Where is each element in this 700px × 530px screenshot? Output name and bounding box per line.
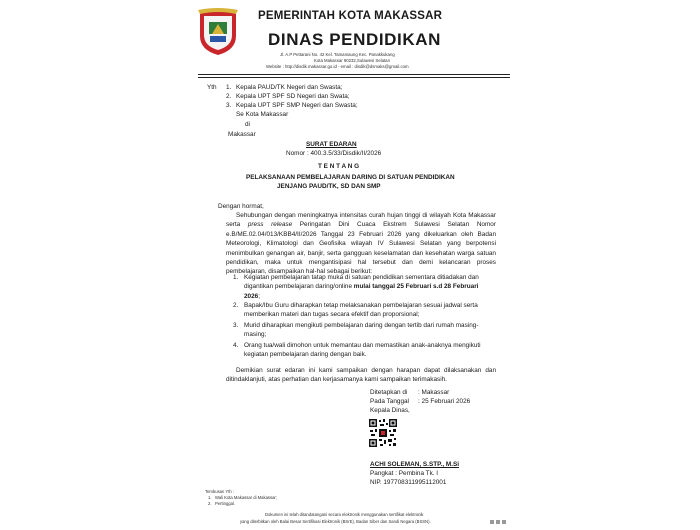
issued-place: : Makassar [418,389,450,396]
agency-title: DINAS PENDIDIKAN [268,30,442,49]
recipient-num: 1. [226,84,232,91]
list-item: Kegiatan pembelajaran tatap muka di satuan pendidikan sementara ditiadakan dan digantikan pembelajaran daring/online mulai tanggal 25 Februari s.d 28 Februari 2026; [244,274,479,300]
address-line-1: Jl. A.P Pettarani No. 42 Kel. Tamamaung Kec. Panakkukang [280,52,395,57]
qr-code-icon [368,418,398,448]
opening-paragraph: Sehubungan dengan meningkatnya intensitas curah hujan tinggi di wilayah Kota Makassar serta press release Peringatan Dini Cuaca Ekstrem Sulawesi Selatan Nomor e.B/ME.02.04/013/KBB4/II/2026 Tanggal 23 Februari 2026 yang dikeluarkan oleh Badan Meteorologi, Klimatologi dan Geofisika wilayah IV Sulawesi Selatan yang berpotensi menimbulkan genangan air, banjir, serta gangguan keselamatan dan kesehatan warga satuan pendidikan, maka untuk mengantisipasi hal tersebut dan demi kelancaran proses pembelajaran, disampaikan hal-hal sebagai berikut: [226,212,496,276]
subject-line-2: JENJANG PAUD/TK, SD DAN SMP [277,183,381,190]
address-line-2: Kota Makassar 90232,Sulawesi Selatan [314,58,390,63]
city-emblem-icon [196,8,240,56]
tentang-label: T E N T A N G [318,163,360,170]
cc-num: 2. [208,501,212,506]
issued-date: : 25 Februari 2026 [418,398,471,405]
recipient-item: Kepala PAUD/TK Negeri dan Swasta; [236,84,343,91]
list-item: Bapak/Ibu Guru diharapkan tetap melaksanakan pembelajaran sesuai jadwal serta memberikan materi dan tugas secara efektif dan proporsional; [244,302,478,319]
item-number: 2. [233,302,239,309]
letter-number: Nomor : 400.3.5/33/Disdik/II/2026 [286,150,382,157]
list-item: Orang tua/wali dimohon untuk memantau dan memastikan anak-anaknya mengikuti kegiatan pembelajaran daring dengan baik. [244,342,481,359]
official-rank: Pangkat : Pembina Tk. I [370,470,439,477]
recipient-num: 2. [226,93,232,100]
issued-label: Ditetapkan di [370,389,408,396]
list-item: Murid diharapkan mengikuti pembelajaran daring dengan tertib dari rumah masing-masing; [244,322,479,339]
yth-label: Yth [207,84,217,91]
recipient-item: Kepala UPT SPF SMP Negeri dan Swasta; [236,102,358,109]
position-title: Kepala Dinas, [370,407,410,414]
recipient-scope: Se Kota Makassar [236,111,289,118]
website-email: Website : http://disdik.makassar.go.id - email : disdik@dsmaks@gmail.com [266,64,409,69]
official-name: ACHI SOLEMAN, S.STP., M.Si [370,461,460,468]
item-number: 4. [233,342,239,349]
header-rule [198,74,510,75]
recipient-place: Makassar [228,131,256,138]
cc-title: Tembusan Yth : [205,489,235,494]
footer-line-2: yang diterbitkan oleh Balai Besar Sertifikasi Elektronik (BSrE), Badan Siber dan Sandi Negara (BSSN). [240,519,431,524]
header-rule-thin [198,77,510,78]
bsre-logo-icon [490,519,508,525]
government-title: PEMERINTAH KOTA MAKASSAR [258,10,443,22]
item-number: 3. [233,322,239,329]
subject-line-1: PELAKSANAAN PEMBELAJARAN DARING DI SATUAN PENDIDIKAN [246,174,455,181]
cc-num: 1. [208,495,212,500]
cc-item: Wali Kota Makassar di Makassar; [215,495,277,500]
item-number: 1. [233,274,239,281]
letter-heading: SURAT EDARAN [306,141,357,148]
recipient-item: Kepala UPT SPF SD Negeri dan Swata; [236,93,350,100]
di-label: di [245,121,250,128]
closing-paragraph: Demikian surat edaran ini kami sampaikan dengan harapan dapat dilaksanakan dan ditindaklanjuti, atas perhatian dan kerjasamanya kami sampaikan terimakasih. [226,367,496,384]
recipient-num: 3. [226,102,232,109]
cc-item: Pertinggal. [215,501,236,506]
date-label: Pada Tanggal [370,398,409,405]
footer-line-1: Dokumen ini telah ditandatangani secara elektronik menggunakan sertifikat elektronik [265,512,424,517]
greeting: Dengan hormat, [218,203,264,210]
official-nip: NIP. 197708311995112001 [370,479,447,486]
